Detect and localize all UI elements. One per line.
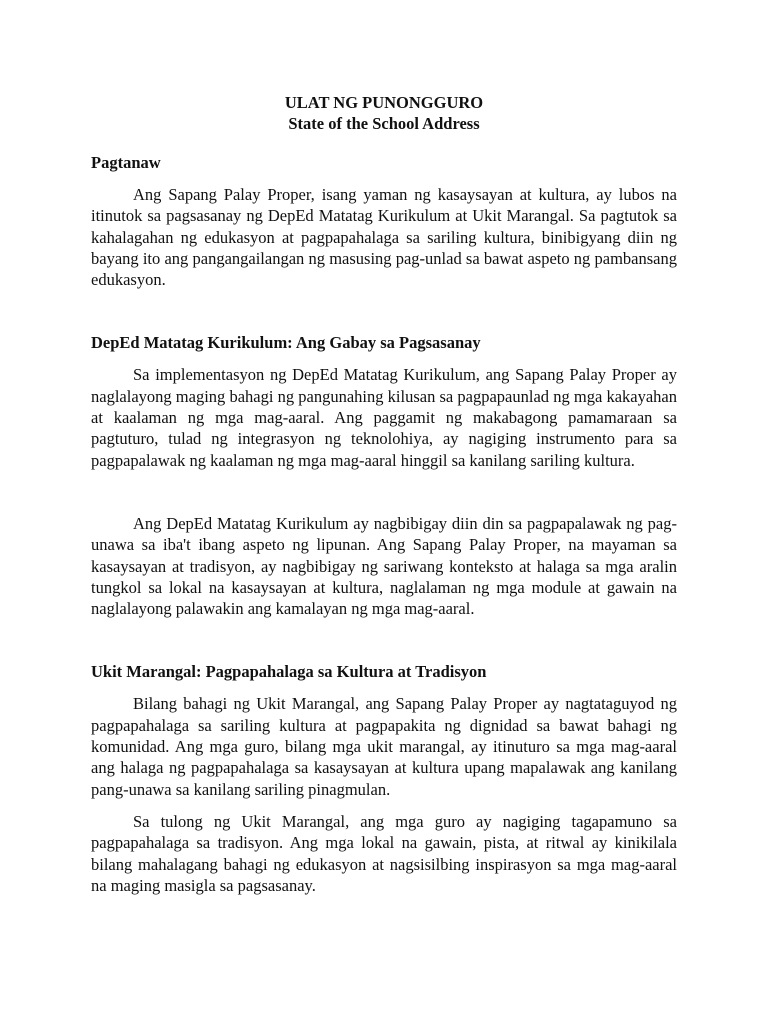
paragraph: Bilang bahagi ng Ukit Marangal, ang Sapang Palay Proper ay nagtataguyod ng pagpapahalaga sa sariling kultura at pagpapakita ng dignidad sa bawat bahagi ng komunidad. Ang mga guro, bilang mga ukit marangal, ay itinuturo sa mga mag-aaral ang halaga ng pagpapahalaga sa kasaysayan at kultura upang mapalawak ang kanilang pang-unawa sa kanilang sariling pinagmulan.	[91, 694, 677, 799]
document-subtitle: State of the School Address	[288, 114, 480, 133]
paragraph: Ang DepEd Matatag Kurikulum ay nagbibigay diin din sa pagpapalawak ng pag-unawa sa iba't ibang aspeto ng lipunan. Ang Sapang Palay Proper, na mayaman sa kasaysayan at tradisyon, ay nagbibigay ng sariwang konteksto at halaga sa mga aralin tungkol sa lokal na kasaysayan at kultura, naglalaman ng mga module at gawain na naglalayong palawakin ang kamalayan ng mga mag-aaral.	[91, 513, 677, 619]
paragraph: Sa tulong ng Ukit Marangal, ang mga guro ay nagiging tagapamuno sa pagpapahalaga sa tradisyon. Ang mga lokal na gawain, pista, at ritwal ay kinikilala bilang mahalagang bahagi ng edukasyon at nagsisilbing inspirasyon sa mga mag-aaral na maging masigla sa pagsasanay.	[91, 811, 677, 895]
section-heading-deped-matatag: DepEd Matatag Kurikulum: Ang Gabay sa Pagsasanay	[91, 333, 481, 353]
section-heading-ukit-marangal: Ukit Marangal: Pagpapahalaga sa Kultura at Tradisyon	[91, 662, 487, 682]
paragraph: Sa implementasyon ng DepEd Matatag Kurikulum, ang Sapang Palay Proper ay naglalayong maging bahagi ng pangunahing kilusan sa pagpapaunlad ng mga kakayahan at kaalaman ng mga mag-aaral. Ang paggamit ng makabagong pamamaraan sa pagtuturo, tulad ng integrasyon ng teknolohiya, ay nagiging instrumento para sa pagpapalawak ng kaalaman ng mga mag-aaral hinggil sa kanilang sariling kultura.	[91, 365, 677, 470]
section-heading-pagtanaw: Pagtanaw	[91, 153, 161, 172]
document-title: ULAT NG PUNONGGURO	[284, 93, 484, 112]
paragraph: Ang Sapang Palay Proper, isang yaman ng kasaysayan at kultura, ay lubos na itinutok sa pagsasanay ng DepEd Matatag Kurikulum at Ukit Marangal. Sa pagtutok sa kahalagahan ng edukasyon at pagpapahalaga sa sariling kultura, binibigyang diin ng bayang ito ang pangangailangan ng masusing pag-unlad sa bawat aspeto ng pambansang edukasyon.	[91, 185, 677, 290]
